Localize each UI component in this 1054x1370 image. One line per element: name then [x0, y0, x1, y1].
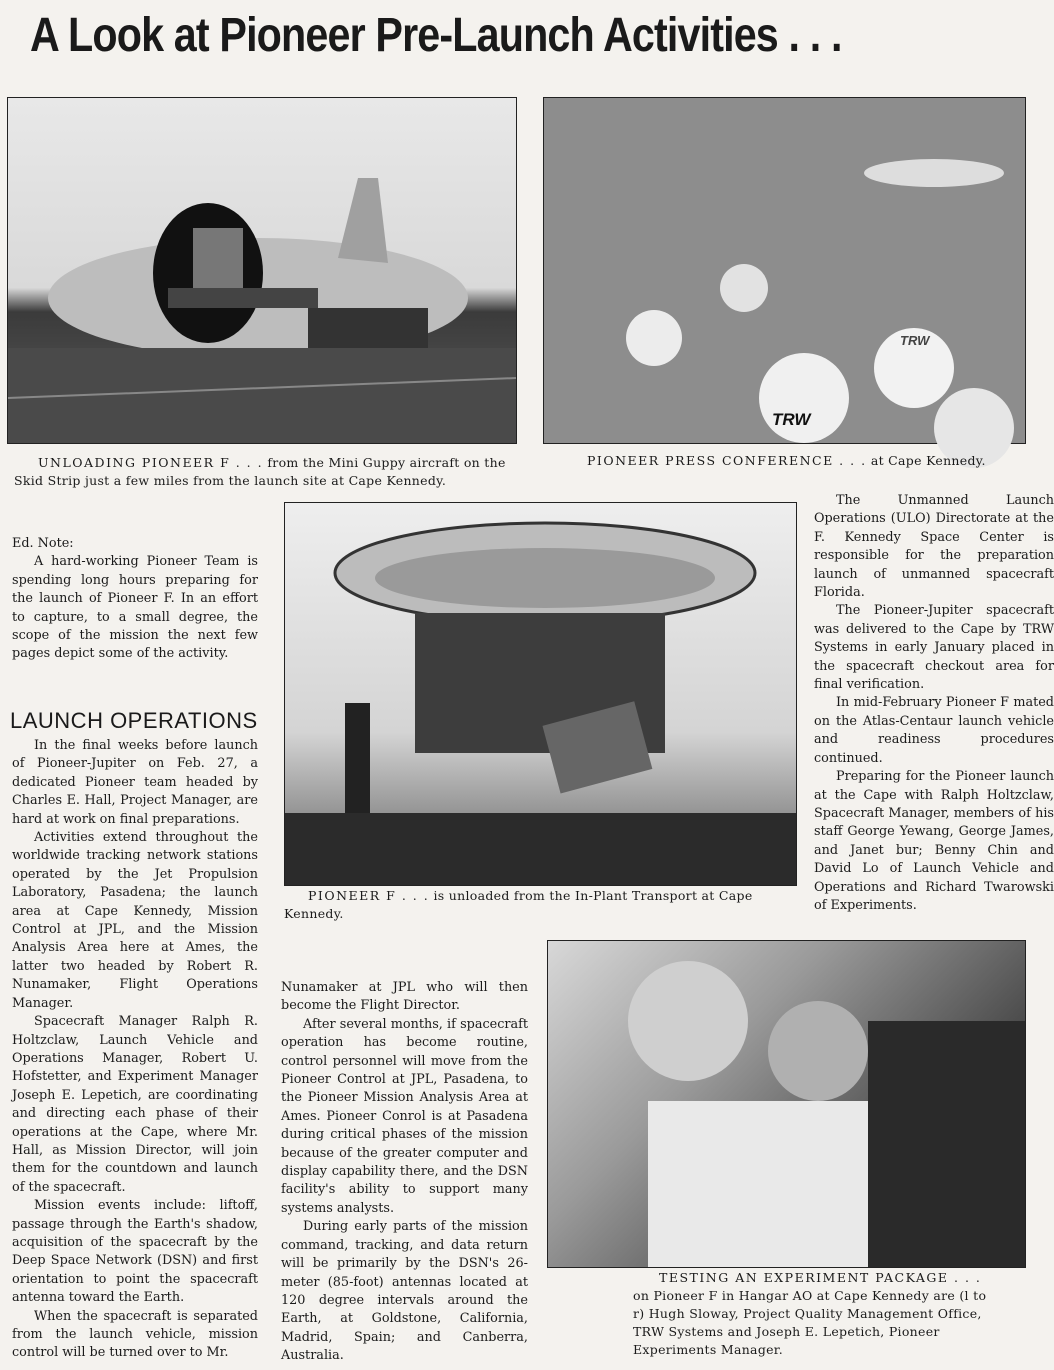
caption-unloading [14, 454, 522, 490]
paragraph: Mission events include: liftoff, passage through the Earth's shadow, acquisition of the spacecraft by the Deep Space Network (DSN) and first orientation to point the spacecraft antenna toward the Earth. [12, 1198, 258, 1306]
ed-note [12, 535, 258, 664]
paragraph: Nunamaker at JPL who will then become the Flight Director. [281, 980, 528, 1014]
caption-text: on Pioneer F in Hangar AO at Cape Kennedy are (l to r) Hugh Sloway, Project Quality Management Office, TRW Systems and Joseph E. Lepetich, Pioneer Experiments Manager. [633, 1288, 987, 1357]
trw-badge-right: TRW [900, 333, 930, 348]
photo-unloading-pioneer-f [7, 97, 517, 444]
caption-press [587, 452, 1024, 470]
paragraph: Preparing for the Pioneer launch at the Cape with Ralph Holtzclaw, Spacecraft Manager, members of his staff George Yewang, George James, and Janet bur; Benny Chin and David Lo of Launch Vehicle and Operations and Richard Twarowski of Experiments. [814, 769, 1054, 913]
page-headline: A Look at Pioneer Pre-Launch Activities . . . [30, 9, 842, 62]
ed-note-label: Ed. Note: [12, 536, 74, 551]
paragraph: Spacecraft Manager Ralph R. Holtzclaw, Launch Vehicle and Operations Manager, Robert U. Hofstetter, and Experiment Manager Joseph E. Lepetich, are coordinating and directing each phase of their operations at the Cape, where Mr. Hall, as Mission Director, will join them for the countdown and launch of the spacecraft. [12, 1014, 258, 1195]
article-column-3-clip [814, 492, 1054, 942]
photo-testing-experiment [547, 940, 1026, 1268]
caption-lead: PIONEER PRESS CONFERENCE . . . [587, 453, 867, 468]
paragraph: The Unmanned Launch Operations (ULO) Directorate at the F. Kennedy Space Center is responsible for the preparation launch of unmanned spacecraft Florida. [814, 493, 1054, 601]
caption-text: is unloaded from the In-Plant Transport at Cape Kennedy. [284, 888, 753, 921]
caption-pioneer-f [284, 887, 795, 923]
ed-note-text: A hard-working Pioneer Team is spending long hours preparing for the launch of Pioneer F. In an effort to capture, to a small degree, the scope of the mission the next few pages depict some of the activity. [12, 554, 258, 662]
paragraph: In the final weeks before launch of Pioneer-Jupiter on Feb. 27, a dedicated Pioneer team headed by Charles E. Hall, Project Manager, are hard at work on final preparations. [12, 738, 258, 827]
caption-lead: UNLOADING PIONEER F . . . [38, 455, 264, 470]
caption-lead: PIONEER F . . . [308, 888, 430, 903]
section-title-launch-operations: LAUNCH OPERATIONS [10, 708, 258, 733]
caption-text: from the Mini Guppy aircraft on the Skid Strip just a few miles from the launch site at Cape Kennedy. [14, 455, 506, 488]
caption-text: at Cape Kennedy. [870, 453, 986, 468]
paragraph: In mid-February Pioneer F mated on the Atlas-Centaur launch vehicle and readiness procedures continued. [814, 695, 1054, 766]
caption-lead: TESTING AN EXPERIMENT PACKAGE . . . [659, 1270, 982, 1285]
paragraph: The Pioneer-Jupiter spacecraft was delivered to the Cape by TRW Systems in early January placed in the spacecraft checkout area for final verification. [814, 603, 1054, 693]
article-column-3 [814, 492, 1054, 915]
article-column-1 [12, 737, 258, 1363]
paragraph: After several months, if spacecraft operation has become routine, control personnel will move from the Pioneer Control at JPL, Pasadena, to the Pioneer Mission Analysis Area at Ames. Pioneer Conrol is at Pasadena during critical phases of the mission because of the greater computer and display capability there, and the DSN facility's ability to support many systems analysts. [281, 1016, 528, 1216]
article-column-2 [281, 979, 528, 1366]
paragraph: When the spacecraft is separated from the launch vehicle, mission control will be turned over to Mr. [12, 1308, 258, 1361]
photo-pioneer-f-unloaded [284, 502, 797, 886]
photo-press-conference [543, 97, 1026, 444]
paragraph: Activities extend throughout the worldwide tracking network stations operated by the Jet Propulsion Laboratory, Pasadena; the launch area at Cape Kennedy, Mission Control at JPL, and the Mission Analysis Area here at Ames, the latter two headed by Robert R. Nunamaker, Flight Operations Manager. [12, 830, 258, 1011]
trw-badge-back: TRW [772, 410, 811, 429]
paragraph: During early parts of the mission command, tracking, and data return will be primarily by the DSN's 26-meter (85-foot) antennas located at 120 degree intervals around the Earth, at Goldstone, California, Madrid, Spain; and Canberra, Australia. [281, 1219, 528, 1364]
caption-testing [633, 1269, 991, 1359]
